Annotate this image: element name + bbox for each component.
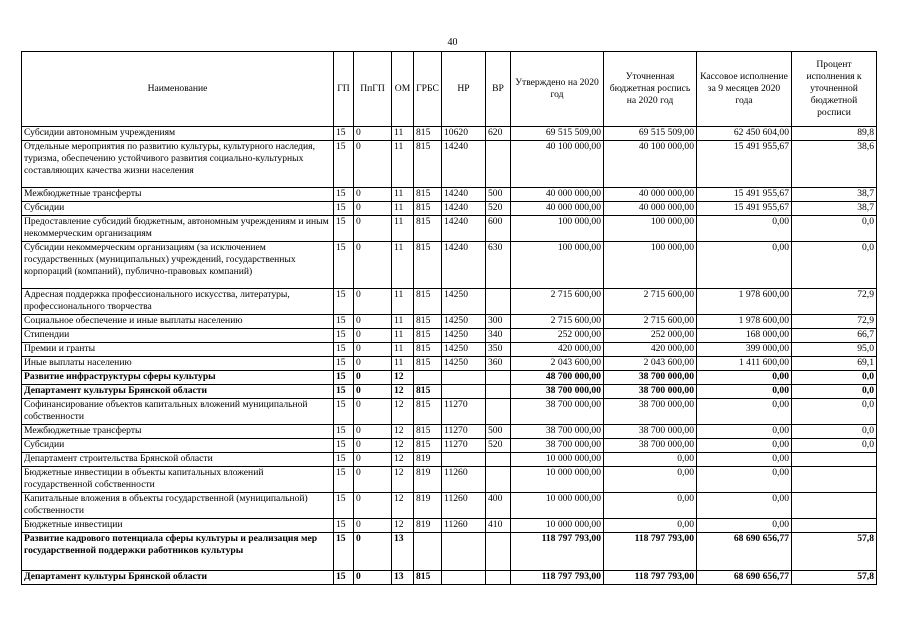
cell-refined: 2 043 600,00 bbox=[604, 357, 697, 371]
cell-np: 14250 bbox=[442, 329, 486, 343]
table-row bbox=[22, 202, 877, 216]
cell-grbs: 815 bbox=[414, 385, 442, 399]
cell-approved: 38 700 000,00 bbox=[511, 439, 604, 453]
header-cash: Кассовое исполнение за 9 месяцев 2020 года bbox=[697, 52, 792, 127]
cell-om: 11 bbox=[392, 141, 414, 188]
cell-refined: 40 000 000,00 bbox=[604, 188, 697, 202]
cell-gp: 15 bbox=[334, 425, 354, 439]
cell-cash: 0,00 bbox=[697, 371, 792, 385]
cell-om: 11 bbox=[392, 329, 414, 343]
cell-vr: 350 bbox=[486, 343, 511, 357]
cell-ppgp: 0 bbox=[354, 289, 392, 315]
cell-grbs: 815 bbox=[414, 141, 442, 188]
cell-om: 11 bbox=[392, 127, 414, 141]
cell-cash: 0,00 bbox=[697, 519, 792, 533]
cell-gp: 15 bbox=[334, 202, 354, 216]
cell-cash: 0,00 bbox=[697, 385, 792, 399]
cell-ppgp: 0 bbox=[354, 315, 392, 329]
cell-refined: 38 700 000,00 bbox=[604, 399, 697, 425]
cell-percent: 95,0 bbox=[792, 343, 877, 357]
cell-om: 12 bbox=[392, 399, 414, 425]
table-body bbox=[22, 127, 877, 585]
cell-np: 14240 bbox=[442, 202, 486, 216]
cell-cash: 0,00 bbox=[697, 467, 792, 493]
cell-gp: 15 bbox=[334, 141, 354, 188]
cell-cash: 0,00 bbox=[697, 242, 792, 289]
cell-cash: 15 491 955,67 bbox=[697, 188, 792, 202]
cell-vr: 410 bbox=[486, 519, 511, 533]
cell-om: 13 bbox=[392, 571, 414, 585]
cell-vr: 400 bbox=[486, 493, 511, 519]
cell-gp: 15 bbox=[334, 315, 354, 329]
cell-om: 12 bbox=[392, 371, 414, 385]
table-row bbox=[22, 242, 877, 289]
cell-gp: 15 bbox=[334, 371, 354, 385]
cell-np bbox=[442, 571, 486, 585]
table-row bbox=[22, 127, 877, 141]
table-row bbox=[22, 357, 877, 371]
cell-ppgp: 0 bbox=[354, 439, 392, 453]
cell-percent: 57,8 bbox=[792, 533, 877, 571]
cell-grbs: 815 bbox=[414, 127, 442, 141]
cell-approved: 10 000 000,00 bbox=[511, 467, 604, 493]
cell-refined: 69 515 509,00 bbox=[604, 127, 697, 141]
cell-vr bbox=[486, 371, 511, 385]
header-name: Наименование bbox=[22, 52, 334, 127]
cell-refined: 40 000 000,00 bbox=[604, 202, 697, 216]
cell-gp: 15 bbox=[334, 216, 354, 242]
cell-name: Софинансирование объектов капитальных вложений муниципальной собственности bbox=[22, 399, 334, 425]
cell-gp: 15 bbox=[334, 453, 354, 467]
cell-vr bbox=[486, 571, 511, 585]
cell-percent: 72,9 bbox=[792, 289, 877, 315]
cell-percent bbox=[792, 467, 877, 493]
cell-cash: 1 411 600,00 bbox=[697, 357, 792, 371]
header-gp: ГП bbox=[334, 52, 354, 127]
cell-np bbox=[442, 385, 486, 399]
cell-np: 14240 bbox=[442, 188, 486, 202]
cell-refined: 0,00 bbox=[604, 453, 697, 467]
cell-np: 14240 bbox=[442, 242, 486, 289]
cell-vr bbox=[486, 467, 511, 493]
cell-refined: 2 715 600,00 bbox=[604, 315, 697, 329]
budget-table bbox=[21, 51, 877, 585]
cell-grbs: 815 bbox=[414, 242, 442, 289]
cell-name: Департамент культуры Брянской области bbox=[22, 385, 334, 399]
cell-percent: 38,6 bbox=[792, 141, 877, 188]
cell-grbs: 815 bbox=[414, 188, 442, 202]
cell-np bbox=[442, 371, 486, 385]
cell-ppgp: 0 bbox=[354, 357, 392, 371]
cell-ppgp: 0 bbox=[354, 329, 392, 343]
header-np: НР bbox=[442, 52, 486, 127]
table-row bbox=[22, 289, 877, 315]
cell-ppgp: 0 bbox=[354, 216, 392, 242]
cell-refined: 40 100 000,00 bbox=[604, 141, 697, 188]
cell-ppgp: 0 bbox=[354, 519, 392, 533]
cell-grbs: 815 bbox=[414, 343, 442, 357]
cell-cash: 15 491 955,67 bbox=[697, 141, 792, 188]
cell-refined: 38 700 000,00 bbox=[604, 425, 697, 439]
cell-gp: 15 bbox=[334, 289, 354, 315]
cell-om: 11 bbox=[392, 343, 414, 357]
cell-gp: 15 bbox=[334, 399, 354, 425]
cell-vr bbox=[486, 399, 511, 425]
cell-name: Стипендии bbox=[22, 329, 334, 343]
table-row bbox=[22, 343, 877, 357]
cell-grbs: 815 bbox=[414, 357, 442, 371]
cell-grbs: 815 bbox=[414, 216, 442, 242]
cell-percent: 69,1 bbox=[792, 357, 877, 371]
cell-vr: 500 bbox=[486, 425, 511, 439]
cell-cash: 0,00 bbox=[697, 453, 792, 467]
cell-approved: 10 000 000,00 bbox=[511, 493, 604, 519]
cell-gp: 15 bbox=[334, 385, 354, 399]
header-ppgp: ПпГП bbox=[354, 52, 392, 127]
cell-ppgp: 0 bbox=[354, 188, 392, 202]
cell-om: 11 bbox=[392, 289, 414, 315]
cell-cash: 62 450 604,00 bbox=[697, 127, 792, 141]
cell-refined: 100 000,00 bbox=[604, 242, 697, 289]
cell-gp: 15 bbox=[334, 439, 354, 453]
cell-vr bbox=[486, 385, 511, 399]
cell-vr: 620 bbox=[486, 127, 511, 141]
cell-refined: 38 700 000,00 bbox=[604, 371, 697, 385]
cell-ppgp: 0 bbox=[354, 242, 392, 289]
cell-om: 11 bbox=[392, 188, 414, 202]
cell-ppgp: 0 bbox=[354, 493, 392, 519]
cell-gp: 15 bbox=[334, 343, 354, 357]
table-row bbox=[22, 493, 877, 519]
cell-approved: 10 000 000,00 bbox=[511, 453, 604, 467]
cell-cash: 1 978 600,00 bbox=[697, 289, 792, 315]
cell-vr: 360 bbox=[486, 357, 511, 371]
cell-np: 10620 bbox=[442, 127, 486, 141]
cell-name: Департамент культуры Брянской области bbox=[22, 571, 334, 585]
table-row bbox=[22, 467, 877, 493]
cell-name: Развитие кадрового потенциала сферы культуры и реализация мер государственной поддержки работников культуры bbox=[22, 533, 334, 571]
cell-percent: 89,8 bbox=[792, 127, 877, 141]
cell-percent: 0,0 bbox=[792, 385, 877, 399]
cell-name: Субсидии некоммерческим организациям (за исключением государственных (муниципальных) учреждений, государственных корпораций (компаний), публично-правовых компаний) bbox=[22, 242, 334, 289]
table-row bbox=[22, 188, 877, 202]
cell-np bbox=[442, 533, 486, 571]
cell-grbs: 819 bbox=[414, 493, 442, 519]
cell-om: 12 bbox=[392, 519, 414, 533]
cell-om: 12 bbox=[392, 425, 414, 439]
cell-om: 11 bbox=[392, 315, 414, 329]
cell-percent: 0,0 bbox=[792, 425, 877, 439]
cell-percent: 0,0 bbox=[792, 216, 877, 242]
cell-om: 12 bbox=[392, 467, 414, 493]
cell-om: 12 bbox=[392, 493, 414, 519]
cell-approved: 2 715 600,00 bbox=[511, 315, 604, 329]
header-grbs: ГРБС bbox=[414, 52, 442, 127]
cell-cash: 68 690 656,77 bbox=[697, 533, 792, 571]
cell-ppgp: 0 bbox=[354, 425, 392, 439]
cell-name: Развитие инфраструктуры сферы культуры bbox=[22, 371, 334, 385]
cell-percent: 38,7 bbox=[792, 202, 877, 216]
cell-approved: 40 000 000,00 bbox=[511, 188, 604, 202]
cell-gp: 15 bbox=[334, 188, 354, 202]
cell-ppgp: 0 bbox=[354, 399, 392, 425]
table-row bbox=[22, 533, 877, 571]
cell-grbs: 815 bbox=[414, 329, 442, 343]
cell-cash: 168 000,00 bbox=[697, 329, 792, 343]
cell-name: Бюджетные инвестиции в объекты капитальных вложений государственной собственности bbox=[22, 467, 334, 493]
cell-approved: 118 797 793,00 bbox=[511, 533, 604, 571]
cell-grbs: 815 bbox=[414, 425, 442, 439]
cell-ppgp: 0 bbox=[354, 467, 392, 493]
header-vr: ВР bbox=[486, 52, 511, 127]
cell-ppgp: 0 bbox=[354, 571, 392, 585]
table-row bbox=[22, 329, 877, 343]
cell-ppgp: 0 bbox=[354, 533, 392, 571]
cell-name: Социальное обеспечение и иные выплаты населению bbox=[22, 315, 334, 329]
table-row bbox=[22, 141, 877, 188]
cell-grbs: 819 bbox=[414, 453, 442, 467]
cell-refined: 100 000,00 bbox=[604, 216, 697, 242]
cell-percent: 0,0 bbox=[792, 242, 877, 289]
cell-ppgp: 0 bbox=[354, 141, 392, 188]
cell-cash: 0,00 bbox=[697, 399, 792, 425]
cell-approved: 10 000 000,00 bbox=[511, 519, 604, 533]
cell-np: 14250 bbox=[442, 343, 486, 357]
page-number: 40 bbox=[447, 37, 458, 48]
cell-name: Межбюджетные трансферты bbox=[22, 188, 334, 202]
cell-vr bbox=[486, 141, 511, 188]
cell-name: Межбюджетные трансферты bbox=[22, 425, 334, 439]
cell-approved: 69 515 509,00 bbox=[511, 127, 604, 141]
table-row bbox=[22, 315, 877, 329]
cell-gp: 15 bbox=[334, 571, 354, 585]
cell-refined: 0,00 bbox=[604, 493, 697, 519]
cell-name: Бюджетные инвестиции bbox=[22, 519, 334, 533]
cell-refined: 0,00 bbox=[604, 467, 697, 493]
cell-percent: 57,8 bbox=[792, 571, 877, 585]
cell-percent: 38,7 bbox=[792, 188, 877, 202]
table-row bbox=[22, 439, 877, 453]
cell-percent bbox=[792, 453, 877, 467]
cell-vr: 500 bbox=[486, 188, 511, 202]
cell-approved: 2 715 600,00 bbox=[511, 289, 604, 315]
cell-grbs: 815 bbox=[414, 439, 442, 453]
cell-grbs: 815 bbox=[414, 571, 442, 585]
cell-approved: 100 000,00 bbox=[511, 216, 604, 242]
cell-name: Премии и гранты bbox=[22, 343, 334, 357]
cell-cash: 0,00 bbox=[697, 439, 792, 453]
cell-refined: 2 715 600,00 bbox=[604, 289, 697, 315]
cell-gp: 15 bbox=[334, 329, 354, 343]
cell-ppgp: 0 bbox=[354, 343, 392, 357]
cell-name: Капитальные вложения в объекты государственной (муниципальной) собственности bbox=[22, 493, 334, 519]
cell-np: 14240 bbox=[442, 216, 486, 242]
cell-vr bbox=[486, 289, 511, 315]
cell-om: 12 bbox=[392, 385, 414, 399]
cell-approved: 38 700 000,00 bbox=[511, 385, 604, 399]
cell-cash: 0,00 bbox=[697, 493, 792, 519]
cell-np: 11260 bbox=[442, 493, 486, 519]
cell-percent: 66,7 bbox=[792, 329, 877, 343]
cell-grbs: 815 bbox=[414, 289, 442, 315]
cell-refined: 118 797 793,00 bbox=[604, 533, 697, 571]
cell-grbs bbox=[414, 371, 442, 385]
table-row bbox=[22, 216, 877, 242]
table-row bbox=[22, 385, 877, 399]
cell-refined: 118 797 793,00 bbox=[604, 571, 697, 585]
cell-name: Предоставление субсидий бюджетным, автономным учреждениям и иным некоммерческим организациям bbox=[22, 216, 334, 242]
cell-np: 11260 bbox=[442, 467, 486, 493]
table-row bbox=[22, 453, 877, 467]
cell-vr: 600 bbox=[486, 216, 511, 242]
cell-gp: 15 bbox=[334, 533, 354, 571]
cell-refined: 0,00 bbox=[604, 519, 697, 533]
cell-grbs: 815 bbox=[414, 399, 442, 425]
cell-np: 14240 bbox=[442, 141, 486, 188]
cell-gp: 15 bbox=[334, 242, 354, 289]
cell-np: 11270 bbox=[442, 439, 486, 453]
cell-om: 13 bbox=[392, 533, 414, 571]
cell-vr: 520 bbox=[486, 202, 511, 216]
cell-cash: 0,00 bbox=[697, 425, 792, 439]
table-header-row bbox=[22, 52, 877, 127]
cell-name: Субсидии автономным учреждениям bbox=[22, 127, 334, 141]
cell-percent: 0,0 bbox=[792, 439, 877, 453]
header-om: ОМ bbox=[392, 52, 414, 127]
cell-percent: 72,9 bbox=[792, 315, 877, 329]
cell-om: 11 bbox=[392, 202, 414, 216]
cell-cash: 1 978 600,00 bbox=[697, 315, 792, 329]
cell-name: Департамент строительства Брянской области bbox=[22, 453, 334, 467]
cell-grbs: 819 bbox=[414, 467, 442, 493]
cell-percent: 0,0 bbox=[792, 371, 877, 385]
cell-grbs: 815 bbox=[414, 315, 442, 329]
cell-name: Отдельные мероприятия по развитию культуры, культурного наследия, туризма, обеспечению устойчивого развития социально-культурных составляющих качества жизни населения bbox=[22, 141, 334, 188]
cell-approved: 38 700 000,00 bbox=[511, 425, 604, 439]
cell-approved: 420 000,00 bbox=[511, 343, 604, 357]
cell-percent: 0,0 bbox=[792, 399, 877, 425]
header-refined: Уточненная бюджетная роспись на 2020 год bbox=[604, 52, 697, 127]
cell-approved: 2 043 600,00 bbox=[511, 357, 604, 371]
cell-om: 11 bbox=[392, 216, 414, 242]
cell-ppgp: 0 bbox=[354, 127, 392, 141]
cell-gp: 15 bbox=[334, 493, 354, 519]
cell-cash: 399 000,00 bbox=[697, 343, 792, 357]
cell-percent bbox=[792, 493, 877, 519]
cell-name: Адресная поддержка профессионального искусства, литературы, профессионального творчества bbox=[22, 289, 334, 315]
cell-approved: 100 000,00 bbox=[511, 242, 604, 289]
header-approved: Утверждено на 2020 год bbox=[511, 52, 604, 127]
cell-gp: 15 bbox=[334, 127, 354, 141]
cell-vr bbox=[486, 453, 511, 467]
cell-cash: 15 491 955,67 bbox=[697, 202, 792, 216]
cell-cash: 68 690 656,77 bbox=[697, 571, 792, 585]
table-row bbox=[22, 399, 877, 425]
cell-gp: 15 bbox=[334, 467, 354, 493]
cell-approved: 38 700 000,00 bbox=[511, 399, 604, 425]
cell-ppgp: 0 bbox=[354, 453, 392, 467]
cell-approved: 40 100 000,00 bbox=[511, 141, 604, 188]
cell-vr bbox=[486, 533, 511, 571]
cell-np: 14250 bbox=[442, 289, 486, 315]
cell-np: 14250 bbox=[442, 357, 486, 371]
header-percent: Процент исполнения к уточненной бюджетной росписи bbox=[792, 52, 877, 127]
cell-ppgp: 0 bbox=[354, 385, 392, 399]
cell-refined: 420 000,00 bbox=[604, 343, 697, 357]
cell-name: Субсидии bbox=[22, 439, 334, 453]
cell-grbs: 815 bbox=[414, 202, 442, 216]
cell-om: 12 bbox=[392, 453, 414, 467]
cell-ppgp: 0 bbox=[354, 371, 392, 385]
cell-om: 11 bbox=[392, 242, 414, 289]
cell-om: 11 bbox=[392, 357, 414, 371]
table-row bbox=[22, 519, 877, 533]
cell-np: 14250 bbox=[442, 315, 486, 329]
cell-vr: 300 bbox=[486, 315, 511, 329]
cell-approved: 118 797 793,00 bbox=[511, 571, 604, 585]
cell-refined: 38 700 000,00 bbox=[604, 439, 697, 453]
cell-percent bbox=[792, 519, 877, 533]
cell-approved: 40 000 000,00 bbox=[511, 202, 604, 216]
cell-approved: 252 000,00 bbox=[511, 329, 604, 343]
cell-np: 11270 bbox=[442, 399, 486, 425]
cell-name: Иные выплаты населению bbox=[22, 357, 334, 371]
cell-gp: 15 bbox=[334, 519, 354, 533]
cell-cash: 0,00 bbox=[697, 216, 792, 242]
table-row bbox=[22, 371, 877, 385]
cell-vr: 630 bbox=[486, 242, 511, 289]
cell-grbs bbox=[414, 533, 442, 571]
cell-np: 11260 bbox=[442, 519, 486, 533]
table-row bbox=[22, 571, 877, 585]
cell-refined: 38 700 000,00 bbox=[604, 385, 697, 399]
cell-refined: 252 000,00 bbox=[604, 329, 697, 343]
cell-name: Субсидии bbox=[22, 202, 334, 216]
cell-np: 11270 bbox=[442, 425, 486, 439]
cell-gp: 15 bbox=[334, 357, 354, 371]
cell-om: 12 bbox=[392, 439, 414, 453]
table-row bbox=[22, 425, 877, 439]
cell-ppgp: 0 bbox=[354, 202, 392, 216]
cell-vr: 340 bbox=[486, 329, 511, 343]
cell-vr: 520 bbox=[486, 439, 511, 453]
cell-approved: 48 700 000,00 bbox=[511, 371, 604, 385]
cell-np bbox=[442, 453, 486, 467]
cell-grbs: 819 bbox=[414, 519, 442, 533]
